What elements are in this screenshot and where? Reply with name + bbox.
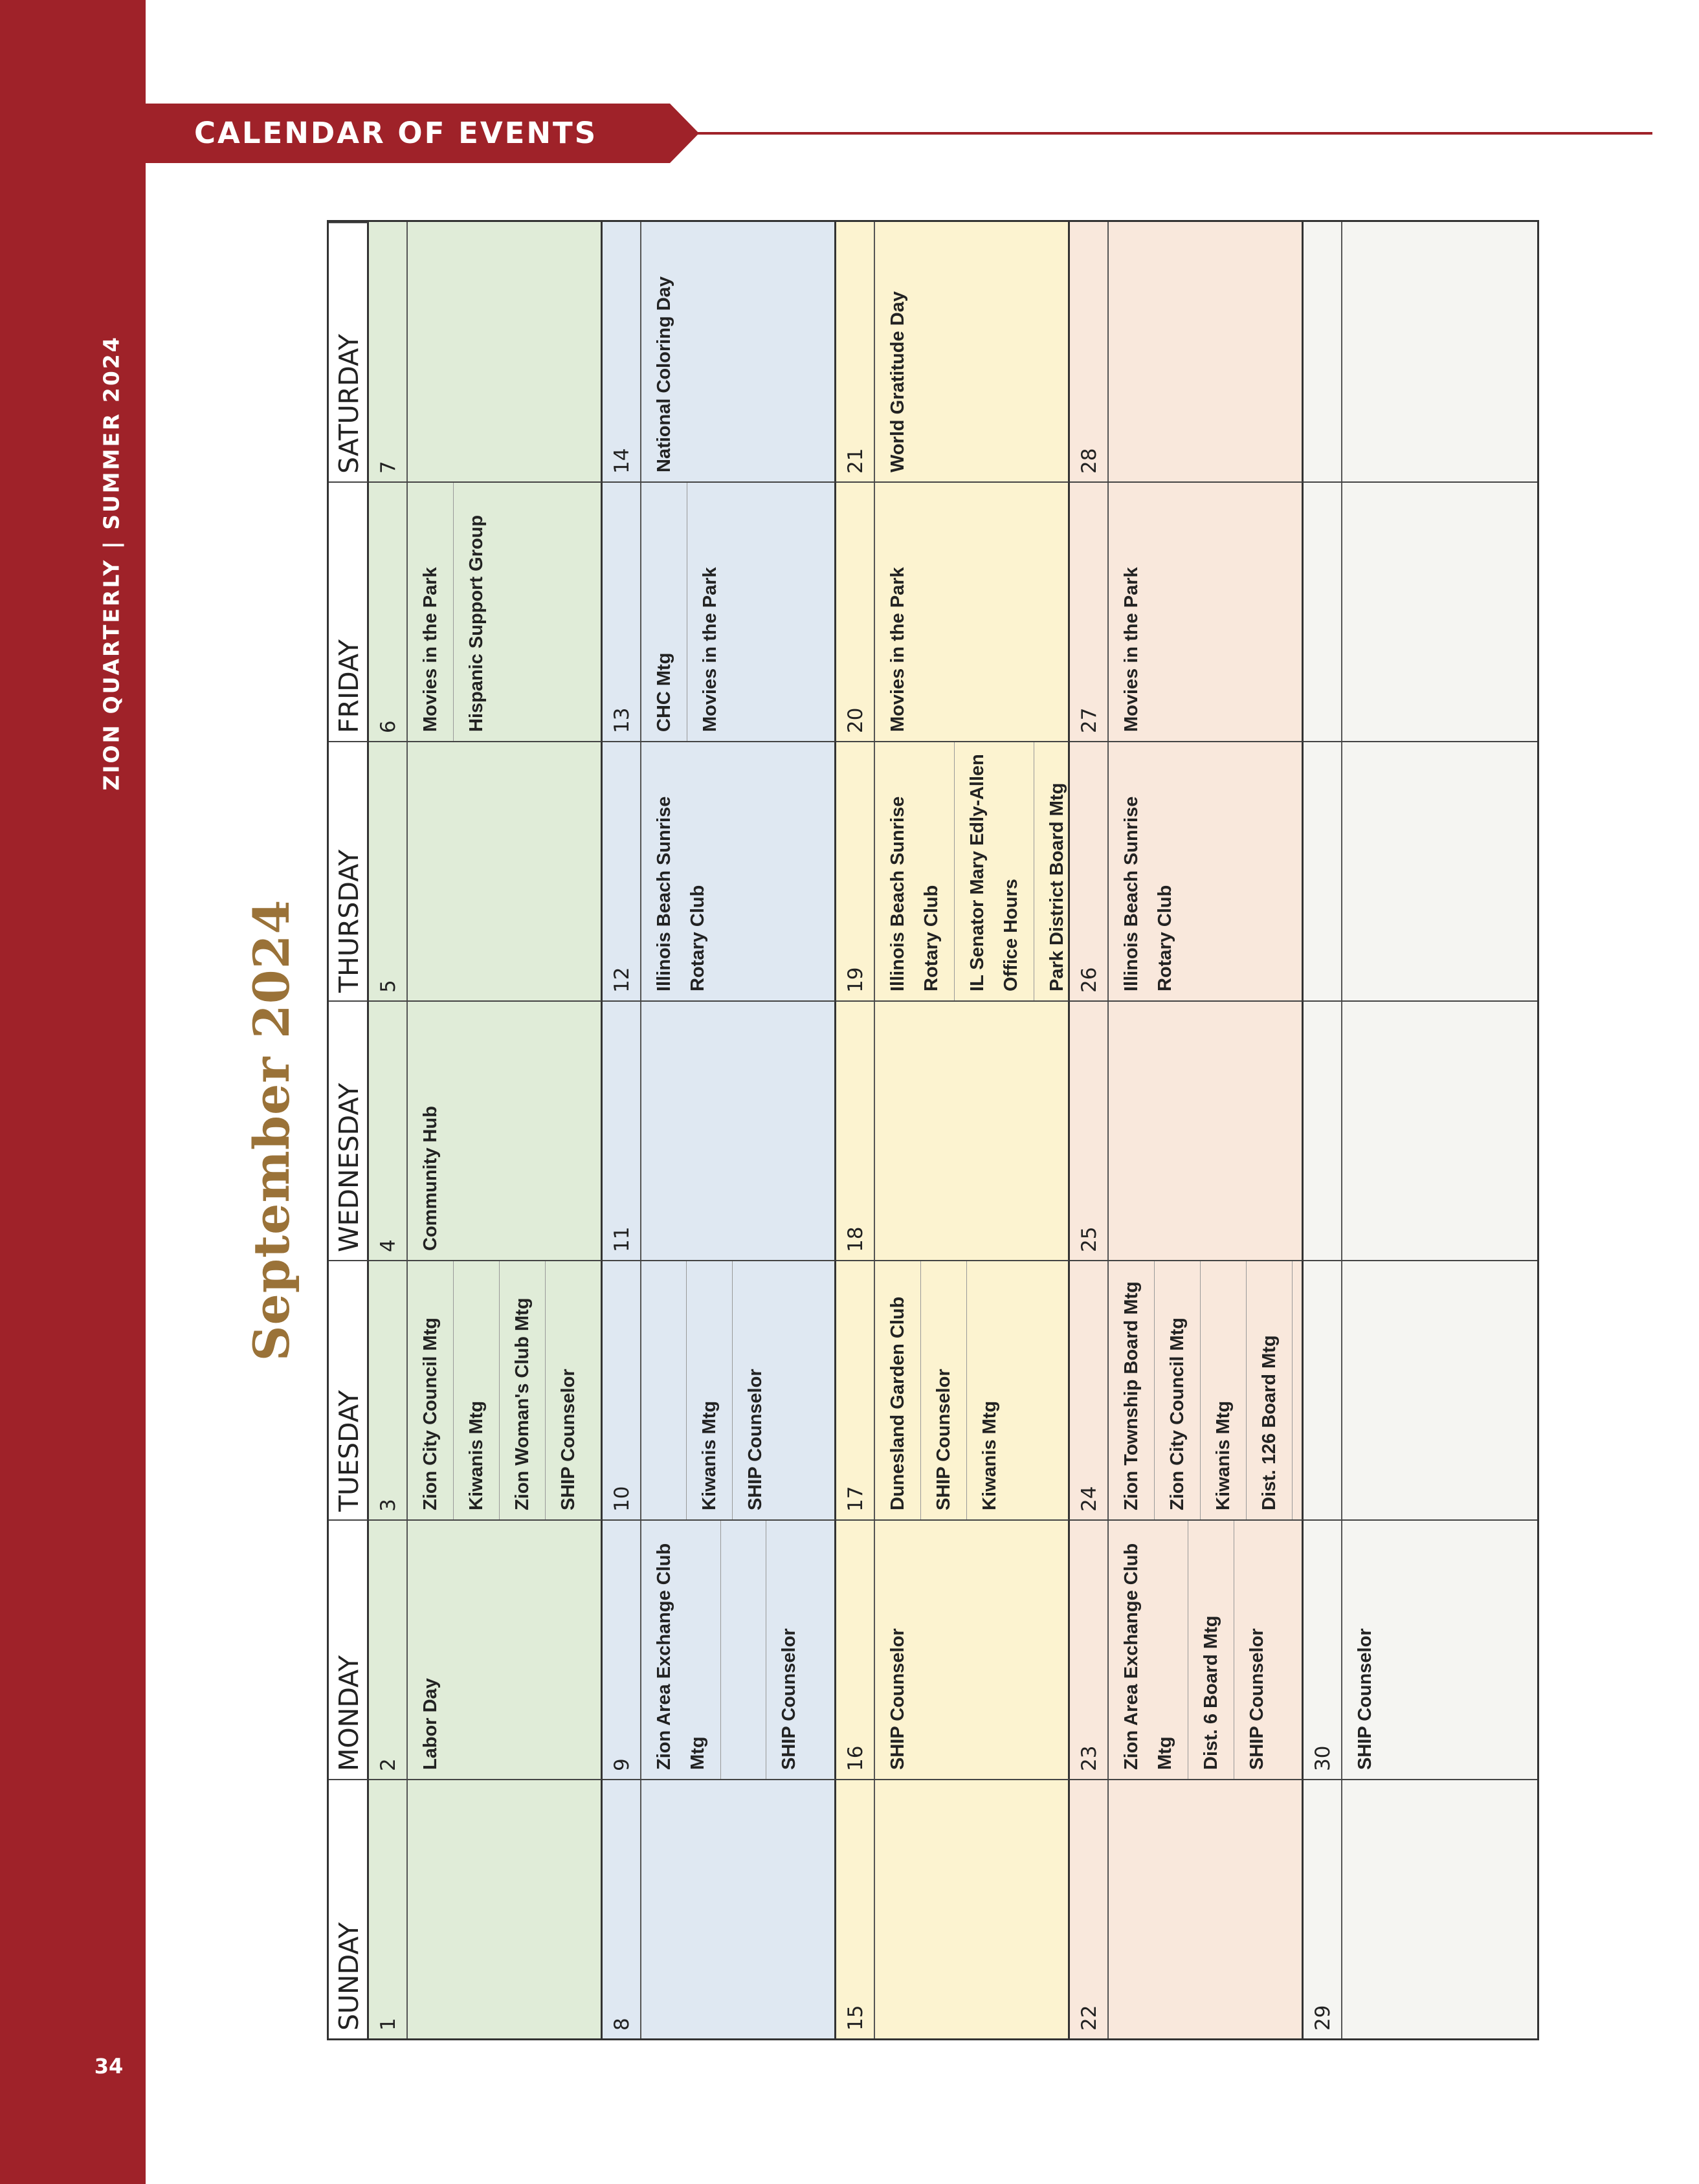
day-cell bbox=[1070, 1000, 1304, 1260]
day-number: 15 bbox=[836, 1780, 875, 2038]
event-list bbox=[408, 1780, 601, 2038]
event-list bbox=[641, 1002, 834, 1260]
calendar-event: Park District Board Mtg bbox=[1047, 782, 1067, 991]
day-header-sunday: SUNDAY bbox=[329, 1779, 369, 2038]
calendar-event: Kiwanis Mtg bbox=[454, 1261, 500, 1519]
event-list bbox=[875, 1261, 1068, 1519]
event-list bbox=[641, 1261, 834, 1519]
day-number: 4 bbox=[369, 1002, 408, 1260]
calendar-event: Zion Woman's Club Mtg bbox=[500, 1261, 546, 1519]
day-header-monday: MONDAY bbox=[329, 1519, 369, 1779]
day-cell bbox=[1070, 222, 1304, 481]
day-number: 21 bbox=[836, 222, 875, 481]
day-number: 12 bbox=[603, 742, 641, 1000]
day-number: 24 bbox=[1070, 1261, 1109, 1519]
calendar-event: SHIP Counselor bbox=[558, 1369, 579, 1510]
event-list bbox=[408, 742, 601, 1000]
day-number bbox=[1304, 1261, 1342, 1519]
day-number: 28 bbox=[1070, 222, 1109, 481]
day-cell bbox=[836, 1000, 1070, 1260]
event-list bbox=[1109, 1780, 1302, 2038]
day-number: 22 bbox=[1070, 1780, 1109, 2038]
calendar-event: Zion Area Exchange Club Mtg bbox=[641, 1521, 721, 1779]
calendar-event: Illinois Beach Sunrise Rotary Club bbox=[654, 796, 708, 991]
calendar-event: CHC Mtg bbox=[641, 483, 687, 741]
calendar-event: SHIP Counselor bbox=[1355, 1628, 1375, 1770]
day-number: 3 bbox=[369, 1261, 408, 1519]
day-header-tuesday: TUESDAY bbox=[329, 1260, 369, 1519]
day-number: 25 bbox=[1070, 1002, 1109, 1260]
day-number: 20 bbox=[836, 483, 875, 741]
calendar-rotated bbox=[243, 220, 1539, 2040]
day-cell bbox=[836, 1519, 1070, 1779]
section-title: CALENDAR OF EVENTS bbox=[194, 116, 598, 150]
day-number: 17 bbox=[836, 1261, 875, 1519]
event-list bbox=[1342, 222, 1537, 481]
event-list bbox=[641, 483, 834, 741]
day-number bbox=[1304, 1002, 1342, 1260]
calendar-event: Dist. 126 Board Mtg bbox=[1247, 1261, 1293, 1519]
calendar-event: World Gratitude Day bbox=[887, 291, 908, 472]
day-cell bbox=[603, 222, 836, 481]
day-header-friday: FRIDAY bbox=[329, 481, 369, 741]
day-number bbox=[1304, 222, 1342, 481]
calendar-event: SHIP Counselor bbox=[887, 1628, 908, 1770]
day-number: 14 bbox=[603, 222, 641, 481]
calendar-event bbox=[641, 1261, 687, 1519]
day-number: 27 bbox=[1070, 483, 1109, 741]
day-number: 10 bbox=[603, 1261, 641, 1519]
day-number: 1 bbox=[369, 1780, 408, 2038]
calendar-event: Labor Day bbox=[420, 1678, 441, 1770]
day-cell bbox=[836, 741, 1070, 1000]
event-list bbox=[1109, 222, 1302, 481]
event-list bbox=[1342, 1002, 1537, 1260]
day-cell bbox=[836, 481, 1070, 741]
calendar-event: Zion City Council Mtg bbox=[1155, 1261, 1201, 1519]
day-number: 5 bbox=[369, 742, 408, 1000]
day-cell bbox=[1304, 481, 1537, 741]
calendar-event: Movies in the Park bbox=[1121, 567, 1142, 732]
calendar-event: Community Hub bbox=[420, 1106, 441, 1251]
day-cell bbox=[836, 1260, 1070, 1519]
event-list bbox=[408, 1521, 601, 1779]
event-list bbox=[1109, 1521, 1302, 1779]
calendar-event: Kiwanis Mtg bbox=[1201, 1261, 1247, 1519]
day-cell bbox=[1070, 1519, 1304, 1779]
event-list bbox=[1109, 742, 1302, 1000]
event-list bbox=[408, 1002, 601, 1260]
day-cell bbox=[1304, 1000, 1537, 1260]
event-list bbox=[1109, 483, 1302, 741]
event-list bbox=[641, 1780, 834, 2038]
day-header-thursday: THURSDAY bbox=[329, 741, 369, 1000]
calendar-event: SHIP Counselor bbox=[921, 1261, 967, 1519]
calendar-event: Dist. 6 Board Mtg bbox=[1188, 1521, 1234, 1779]
calendar-event bbox=[721, 1521, 766, 1779]
day-cell bbox=[1304, 1519, 1537, 1779]
day-number: 13 bbox=[603, 483, 641, 741]
sidebar bbox=[0, 0, 146, 2184]
day-number: 11 bbox=[603, 1002, 641, 1260]
event-list bbox=[875, 483, 1068, 741]
day-number: 29 bbox=[1304, 1780, 1342, 2038]
event-list bbox=[875, 222, 1068, 481]
event-list bbox=[1109, 1002, 1302, 1260]
day-cell bbox=[603, 481, 836, 741]
event-list bbox=[641, 222, 834, 481]
day-number: 26 bbox=[1070, 742, 1109, 1000]
day-cell bbox=[369, 1000, 603, 1260]
day-cell bbox=[369, 222, 603, 481]
day-cell bbox=[369, 481, 603, 741]
publication-title: ZION QUARTERLY | SUMMER 2024 bbox=[98, 335, 124, 791]
day-cell bbox=[369, 1519, 603, 1779]
day-cell bbox=[1304, 741, 1537, 1000]
calendar-event: Hispanic Support Group bbox=[466, 514, 487, 732]
event-list bbox=[408, 483, 601, 741]
day-header-saturday: SATURDAY bbox=[329, 222, 369, 481]
calendar-event: Zion Township Board Mtg bbox=[1109, 1261, 1155, 1519]
day-cell bbox=[369, 1779, 603, 2038]
calendar-event: Kiwanis Mtg bbox=[979, 1400, 1000, 1510]
event-list bbox=[1342, 742, 1537, 1000]
day-number: 2 bbox=[369, 1521, 408, 1779]
day-cell bbox=[603, 1519, 836, 1779]
calendar-event: IL Senator Mary Edly-Allen Office Hours bbox=[955, 742, 1034, 1000]
day-cell bbox=[1070, 481, 1304, 741]
day-cell bbox=[836, 222, 1070, 481]
day-cell bbox=[1304, 222, 1537, 481]
day-number: 30 bbox=[1304, 1521, 1342, 1779]
calendar-event: Movies in the Park bbox=[700, 567, 720, 732]
day-cell bbox=[369, 741, 603, 1000]
day-cell bbox=[1070, 1260, 1304, 1519]
calendar-grid bbox=[327, 220, 1539, 2040]
event-list bbox=[408, 222, 601, 481]
event-list bbox=[641, 742, 834, 1000]
day-cell bbox=[1070, 1779, 1304, 2038]
day-number bbox=[1304, 483, 1342, 741]
day-cell bbox=[836, 1779, 1070, 2038]
calendar-event: SHIP Counselor bbox=[779, 1628, 799, 1770]
event-list bbox=[875, 742, 1080, 1000]
day-cell bbox=[1304, 1260, 1537, 1519]
event-list bbox=[1342, 1261, 1537, 1519]
calendar-event: Kiwanis Mtg bbox=[687, 1261, 733, 1519]
day-number: 16 bbox=[836, 1521, 875, 1779]
day-number: 19 bbox=[836, 742, 875, 1000]
event-list bbox=[875, 1780, 1068, 2038]
day-number bbox=[1304, 742, 1342, 1000]
day-header-wednesday: WEDNESDAY bbox=[329, 1000, 369, 1260]
calendar-event: National Coloring Day bbox=[654, 276, 674, 472]
event-list bbox=[641, 1521, 834, 1779]
event-list bbox=[1342, 483, 1537, 741]
day-cell bbox=[603, 1260, 836, 1519]
calendar-event: Zion City Council Mtg bbox=[408, 1261, 454, 1519]
calendar-event: Movies in the Park bbox=[408, 483, 454, 741]
day-cell bbox=[603, 1000, 836, 1260]
calendar-event: SHIP Counselor bbox=[1247, 1628, 1267, 1770]
event-list bbox=[875, 1002, 1068, 1260]
calendar-event: Dunesland Garden Club bbox=[875, 1261, 921, 1519]
calendar-event: Movies in the Park bbox=[887, 567, 908, 732]
day-number: 9 bbox=[603, 1521, 641, 1779]
month-title: September 2024 bbox=[243, 899, 300, 1362]
day-number: 23 bbox=[1070, 1521, 1109, 1779]
page-number: 34 bbox=[94, 2054, 124, 2079]
day-number: 7 bbox=[369, 222, 408, 481]
event-list bbox=[1342, 1780, 1537, 2038]
day-number: 6 bbox=[369, 483, 408, 741]
day-number: 18 bbox=[836, 1002, 875, 1260]
day-number: 8 bbox=[603, 1780, 641, 2038]
banner-rule bbox=[698, 132, 1652, 135]
day-cell bbox=[603, 741, 836, 1000]
calendar-event: Illinois Beach Sunrise Rotary Club bbox=[1121, 796, 1175, 991]
event-list bbox=[1342, 1521, 1537, 1779]
event-list bbox=[875, 1521, 1068, 1779]
day-cell bbox=[603, 1779, 836, 2038]
calendar-event: Illinois Beach Sunrise Rotary Club bbox=[875, 742, 955, 1000]
day-cell bbox=[1070, 741, 1304, 1000]
day-cell bbox=[369, 1260, 603, 1519]
day-cell bbox=[1304, 1779, 1537, 2038]
calendar-event: Zion Area Exchange Club Mtg bbox=[1109, 1521, 1188, 1779]
calendar-event: SHIP Counselor bbox=[745, 1369, 766, 1510]
event-list bbox=[408, 1261, 601, 1519]
